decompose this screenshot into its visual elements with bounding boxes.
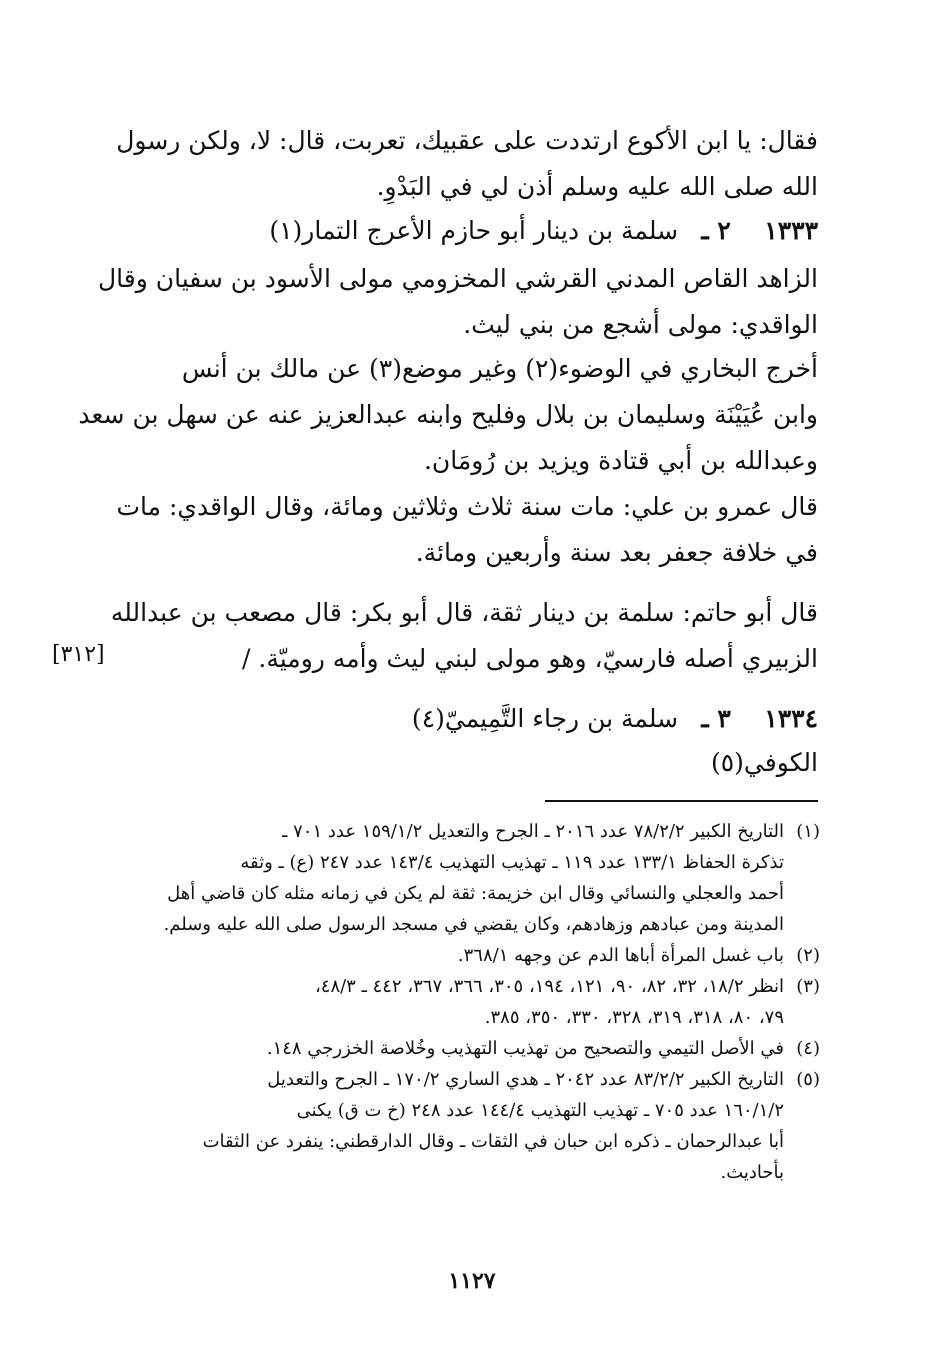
text-line: وعبدالله بن أبي قتادة ويزيد بن رُومَان. xyxy=(423,446,818,475)
text-line: في خلافة جعفر بعد سنة وأربعين ومائة. xyxy=(415,538,818,567)
entry-sub-number: ٣ ـ xyxy=(701,704,731,733)
footnote-number: (٥) xyxy=(796,1069,820,1090)
paragraph-1 xyxy=(118,118,818,210)
text-line: أخرج البخاري في الوضوء(٢) وغير موضع(٣) عن مالك بن أنس xyxy=(181,354,818,383)
text-line: وابن عُيَيْنَة وسليمان بن بلال وفليح وابنه عبدالعزيز عنه عن سهل بن سعد xyxy=(78,400,818,429)
footnote-3 xyxy=(118,971,820,1033)
entry-line xyxy=(118,208,818,254)
footnote-number: (٣) xyxy=(796,976,820,997)
footnote-line: ٧٩، ٨٠، ٣١٨، ٣١٩، ٣٢٨، ٣٣٠، ٣٥٠، ٣٨٥. xyxy=(484,1007,784,1028)
text-line: الله صلى الله عليه وسلم أذن لي في البَدْوِ. xyxy=(376,172,818,201)
paragraph-3 xyxy=(78,346,818,484)
margin-page-reference: [٣١٢] xyxy=(52,642,105,667)
footnote-line: بأحاديث. xyxy=(720,1162,784,1183)
text-line: الواقدي: مولى أشجع من بني ليث. xyxy=(463,310,818,339)
entry-line xyxy=(118,696,818,742)
entry-heading-1334 xyxy=(118,696,818,742)
footnote-number: (١) xyxy=(796,821,820,842)
footnote-line: انظر ١٨/٢، ٣٢، ٨٢، ٩٠، ١٢١، ١٩٤، ٣٠٥، ٣٦٦، ٣٦٧، ٤٤٢ ـ ٤٨/٣، xyxy=(314,976,784,997)
text-line: قال عمرو بن علي: مات سنة ثلاث وثلاثين ومائة، وقال الواقدي: مات xyxy=(116,492,818,521)
footnote-line: المدينة ومن عبادهم وزهادهم، وكان يقضي في مسجد الرسول صلى الله عليه وسلم. xyxy=(163,914,784,935)
footnote-5 xyxy=(118,1064,820,1188)
page-number: ١١٢٧ xyxy=(448,1268,496,1294)
footnotes xyxy=(118,816,820,1188)
footnote-line: في الأصل التيمي والتصحيح من تهذيب التهذيب وخُلاصة الخزرجي ١٤٨. xyxy=(266,1038,784,1059)
footnote-separator xyxy=(545,800,818,802)
paragraph-2 xyxy=(97,256,818,348)
entry-number: ١٣٣٤ xyxy=(764,704,818,733)
text-line: فقال: يا ابن الأكوع ارتددت على عقبيك، تعربت، قال: لا، ولكن رسول xyxy=(116,126,818,155)
footnote-line: التاريخ الكبير ٧٨/٢/٢ عدد ٢٠١٦ ـ الجرح والتعديل ١٥٩/١/٢ عدد ٧٠١ ـ xyxy=(282,821,784,842)
entry-title: سلمة بن دينار أبو حازم الأعرج التمار(١) xyxy=(269,216,679,245)
footnote-number: (٢) xyxy=(796,945,820,966)
text-line: الكوفي(٥) xyxy=(710,748,818,777)
text-line: الزبيري أصله فارسيّ، وهو مولى لبني ليث وأمه روميّة. / xyxy=(242,644,818,673)
footnote-2 xyxy=(118,940,820,971)
footnote-number: (٤) xyxy=(796,1038,820,1059)
footnote-4 xyxy=(118,1033,820,1064)
text-line: قال أبو حاتم: سلمة بن دينار ثقة، قال أبو بكر: قال مصعب بن عبدالله xyxy=(110,598,818,627)
footnote-line: تذكرة الحفاظ ١٣٣/١ عدد ١١٩ ـ تهذيب التهذيب ١٤٣/٤ عدد ٢٤٧ (ع) ـ وثقه xyxy=(240,852,784,873)
footnote-1 xyxy=(118,816,820,940)
footnote-line: باب غسل المرأة أباها الدم عن وجهه ٣٦٨/١. xyxy=(457,945,784,966)
entry-heading-1333 xyxy=(118,208,818,254)
entry-number: ١٣٣٣ xyxy=(764,216,818,245)
footnote-line: أبا عبدالرحمان ـ ذكره ابن حبان في الثقات ـ وقال الدارقطني: ينفرد عن الثقات xyxy=(202,1131,784,1152)
paragraph-5 xyxy=(110,590,818,682)
entry-title: سلمة بن رجاء التَّمِيميّ(٤) xyxy=(411,704,679,733)
footnote-line: التاريخ الكبير ٨٣/٢/٢ عدد ٢٠٤٢ ـ هدي الساري ١٧٠/٢ ـ الجرح والتعديل xyxy=(267,1069,784,1090)
text-line: الزاهد القاص المدني القرشي المخزومي مولى الأسود بن سفيان وقال xyxy=(97,264,818,293)
footnote-line: ١٦٠/١/٢ عدد ٧٠٥ ـ تهذيب التهذيب ١٤٤/٤ عدد ٢٤٨ (خ ت ق) يكنى xyxy=(296,1100,784,1121)
paragraph-6 xyxy=(118,740,818,786)
paragraph-4 xyxy=(118,484,818,576)
footnote-line: أحمد والعجلي والنسائي وقال ابن خزيمة: ثقة لم يكن في زمانه مثله كان قاضي أهل xyxy=(167,883,784,904)
entry-sub-number: ٢ ـ xyxy=(701,216,731,245)
